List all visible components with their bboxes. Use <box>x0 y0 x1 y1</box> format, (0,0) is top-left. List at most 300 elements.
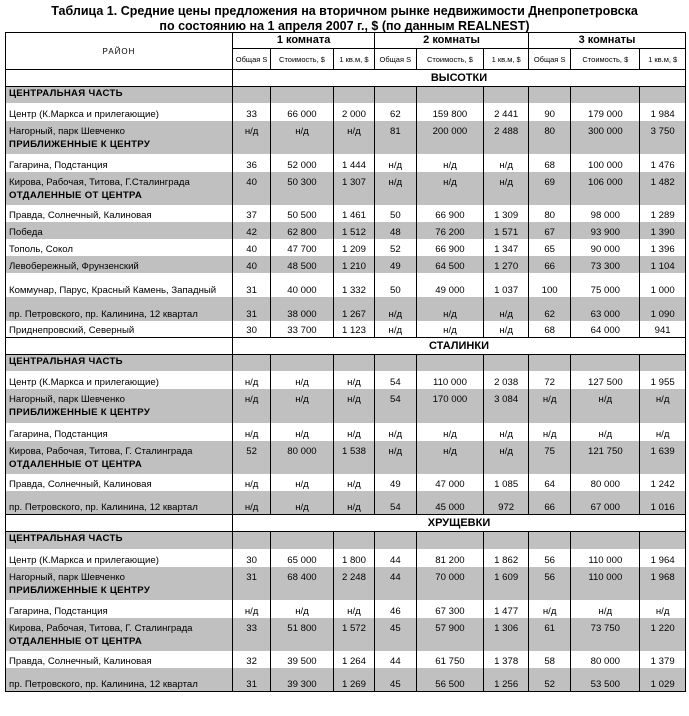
room3-area-cell: 67 <box>528 222 570 239</box>
room2-area-cell: 49 <box>375 474 416 491</box>
room2-price-cell: н/д <box>416 321 484 338</box>
room1-area-cell: н/д <box>233 474 271 491</box>
category-empty-cell <box>375 406 416 423</box>
category-empty-cell <box>571 138 640 154</box>
room1-price-cell: н/д <box>271 474 334 491</box>
district-cell: Кирова, Рабочая, Титова, Г. Сталинграда <box>6 441 233 458</box>
room2-price-per-sqm-cell: 1 085 <box>484 474 529 491</box>
room2-price-per-sqm-cell: 1 306 <box>484 618 529 635</box>
header-row-rooms <box>6 33 686 49</box>
category-empty-cell <box>484 406 529 423</box>
category-empty-cell <box>333 532 374 549</box>
room1-price-per-sqm-cell: н/д <box>333 491 374 515</box>
price-table <box>5 32 686 692</box>
category-empty-cell <box>271 189 334 205</box>
room3-price-per-sqm-cell: 1 029 <box>640 668 686 692</box>
room2-price-cell: н/д <box>416 423 484 441</box>
header-sub-price: Стоимость, $ <box>416 49 484 70</box>
category-empty-cell <box>416 355 484 371</box>
room1-area-cell: н/д <box>233 371 271 389</box>
table-row <box>6 222 686 239</box>
room3-price-per-sqm-cell: 1 104 <box>640 256 686 273</box>
category-empty-cell <box>233 635 271 651</box>
table-row <box>6 474 686 491</box>
category-empty-cell <box>416 532 484 549</box>
room1-area-cell: 31 <box>233 297 271 321</box>
room2-price-cell: 67 300 <box>416 600 484 618</box>
room1-price-per-sqm-cell: 1 269 <box>333 668 374 692</box>
category-empty-cell <box>333 87 374 103</box>
room1-area-cell: 31 <box>233 668 271 692</box>
room1-price-cell: 51 800 <box>271 618 334 635</box>
table-row <box>6 567 686 584</box>
room3-area-cell: н/д <box>528 389 570 406</box>
room3-area-cell: 52 <box>528 668 570 692</box>
category-label: ЦЕНТРАЛЬНАЯ ЧАСТЬ <box>6 355 233 371</box>
table-row <box>6 549 686 567</box>
district-cell: Центр (К.Маркса и прилегающие) <box>6 103 233 121</box>
category-label: ЦЕНТРАЛЬНАЯ ЧАСТЬ <box>6 532 233 549</box>
category-empty-cell <box>233 87 271 103</box>
category-empty-cell <box>375 584 416 600</box>
room1-price-cell: 39 500 <box>271 651 334 668</box>
room2-price-cell: 76 200 <box>416 222 484 239</box>
room3-area-cell: 58 <box>528 651 570 668</box>
room3-price-cell: 110 000 <box>571 567 640 584</box>
category-empty-cell <box>484 532 529 549</box>
category-empty-cell <box>640 458 686 474</box>
category-empty-cell <box>640 87 686 103</box>
category-empty-cell <box>416 406 484 423</box>
category-empty-cell <box>528 635 570 651</box>
category-row <box>6 189 686 205</box>
table-row <box>6 103 686 121</box>
room1-price-per-sqm-cell: 1 267 <box>333 297 374 321</box>
category-empty-cell <box>233 355 271 371</box>
room1-price-per-sqm-cell: н/д <box>333 371 374 389</box>
room1-price-per-sqm-cell: н/д <box>333 600 374 618</box>
category-empty-cell <box>271 406 334 423</box>
table-title <box>0 0 689 32</box>
district-cell: Левобережный, Фрунзенский <box>6 256 233 273</box>
room2-area-cell: 50 <box>375 205 416 222</box>
header-sub-area: Общая S <box>233 49 271 70</box>
room3-area-cell: н/д <box>528 600 570 618</box>
category-empty-cell <box>233 458 271 474</box>
room2-price-cell: н/д <box>416 441 484 458</box>
room2-price-per-sqm-cell: 2 441 <box>484 103 529 121</box>
room2-price-per-sqm-cell: 972 <box>484 491 529 515</box>
category-empty-cell <box>271 584 334 600</box>
room2-price-cell: н/д <box>416 172 484 189</box>
table-row <box>6 389 686 406</box>
category-empty-cell <box>233 189 271 205</box>
room1-price-cell: 62 800 <box>271 222 334 239</box>
room1-price-per-sqm-cell: 1 512 <box>333 222 374 239</box>
room1-area-cell: н/д <box>233 389 271 406</box>
section-title: ХРУЩЕВКИ <box>233 515 686 532</box>
room1-price-cell: 47 700 <box>271 239 334 256</box>
room3-price-cell: 64 000 <box>571 321 640 338</box>
room3-area-cell: 68 <box>528 154 570 172</box>
room1-area-cell: 33 <box>233 618 271 635</box>
room1-price-per-sqm-cell: н/д <box>333 423 374 441</box>
category-empty-cell <box>571 635 640 651</box>
room1-area-cell: 30 <box>233 549 271 567</box>
table-row <box>6 121 686 138</box>
room1-price-per-sqm-cell: 1 461 <box>333 205 374 222</box>
category-empty-cell <box>484 635 529 651</box>
section-row <box>6 70 686 87</box>
room1-price-per-sqm-cell: 1 538 <box>333 441 374 458</box>
category-empty-cell <box>271 87 334 103</box>
category-empty-cell <box>640 406 686 423</box>
room1-area-cell: 30 <box>233 321 271 338</box>
room1-area-cell: 40 <box>233 172 271 189</box>
category-empty-cell <box>528 87 570 103</box>
title-line-2: по состоянию на 1 апреля 2007 г., $ (по данным REALNEST) <box>159 19 530 33</box>
room2-price-cell: н/д <box>416 297 484 321</box>
category-empty-cell <box>484 87 529 103</box>
category-empty-cell <box>484 584 529 600</box>
room3-price-per-sqm-cell: 3 750 <box>640 121 686 138</box>
category-empty-cell <box>375 458 416 474</box>
table-row <box>6 423 686 441</box>
room2-price-cell: 61 750 <box>416 651 484 668</box>
room2-price-cell: 81 200 <box>416 549 484 567</box>
room1-area-cell: 42 <box>233 222 271 239</box>
room2-price-per-sqm-cell: 3 084 <box>484 389 529 406</box>
room2-area-cell: 81 <box>375 121 416 138</box>
room2-price-per-sqm-cell: 1 347 <box>484 239 529 256</box>
category-empty-cell <box>271 532 334 549</box>
room2-price-per-sqm-cell: 2 488 <box>484 121 529 138</box>
district-cell: Гагарина, Подстанция <box>6 154 233 172</box>
header-rayon: РАЙОН <box>6 33 233 70</box>
room3-price-cell: 100 000 <box>571 154 640 172</box>
category-empty-cell <box>571 87 640 103</box>
category-empty-cell <box>271 138 334 154</box>
room1-price-cell: н/д <box>271 423 334 441</box>
room1-price-per-sqm-cell: н/д <box>333 474 374 491</box>
room2-price-cell: 66 900 <box>416 205 484 222</box>
room3-price-per-sqm-cell: 1 476 <box>640 154 686 172</box>
room3-area-cell: 62 <box>528 297 570 321</box>
category-empty-cell <box>484 138 529 154</box>
category-empty-cell <box>571 584 640 600</box>
room3-price-per-sqm-cell: 1 390 <box>640 222 686 239</box>
room2-price-per-sqm-cell: н/д <box>484 154 529 172</box>
room2-price-per-sqm-cell: 1 256 <box>484 668 529 692</box>
room2-price-cell: 170 000 <box>416 389 484 406</box>
room3-price-per-sqm-cell: 1 016 <box>640 491 686 515</box>
category-empty-cell <box>528 584 570 600</box>
district-cell: Нагорный, парк Шевченко <box>6 567 233 584</box>
district-cell: Кирова, Рабочая, Титова, Г.Сталинграда <box>6 172 233 189</box>
district-cell: Центр (К.Маркса и прилегающие) <box>6 549 233 567</box>
room2-price-per-sqm-cell: н/д <box>484 172 529 189</box>
room3-price-per-sqm-cell: 1 964 <box>640 549 686 567</box>
room3-area-cell: 68 <box>528 321 570 338</box>
room1-price-cell: 68 400 <box>271 567 334 584</box>
room1-area-cell: 32 <box>233 651 271 668</box>
district-cell: Правда, Солнечный, Калиновая <box>6 205 233 222</box>
district-cell: Гагарина, Подстанция <box>6 423 233 441</box>
room1-price-per-sqm-cell: 1 209 <box>333 239 374 256</box>
category-empty-cell <box>484 355 529 371</box>
category-empty-cell <box>333 406 374 423</box>
room1-price-per-sqm-cell: 1 307 <box>333 172 374 189</box>
table-row <box>6 273 686 297</box>
district-cell: Гагарина, Подстанция <box>6 600 233 618</box>
room2-area-cell: 45 <box>375 668 416 692</box>
room1-area-cell: н/д <box>233 423 271 441</box>
category-empty-cell <box>375 635 416 651</box>
room3-price-per-sqm-cell: 1 289 <box>640 205 686 222</box>
district-cell: Тополь, Сокол <box>6 239 233 256</box>
category-empty-cell <box>416 635 484 651</box>
section-row <box>6 338 686 355</box>
room2-price-cell: 56 500 <box>416 668 484 692</box>
room2-area-cell: н/д <box>375 172 416 189</box>
room1-price-per-sqm-cell: 1 444 <box>333 154 374 172</box>
section-title: СТАЛИНКИ <box>233 338 686 355</box>
room3-price-cell: 80 000 <box>571 651 640 668</box>
room3-price-per-sqm-cell: 1 090 <box>640 297 686 321</box>
room3-price-cell: 73 300 <box>571 256 640 273</box>
room2-area-cell: 46 <box>375 600 416 618</box>
table-row <box>6 491 686 515</box>
room2-price-cell: 159 800 <box>416 103 484 121</box>
room1-price-cell: 48 500 <box>271 256 334 273</box>
room3-price-cell: 179 000 <box>571 103 640 121</box>
room2-price-cell: 66 900 <box>416 239 484 256</box>
room2-area-cell: н/д <box>375 297 416 321</box>
category-label: ОТДАЛЕННЫЕ ОТ ЦЕНТРА <box>6 635 233 651</box>
category-empty-cell <box>233 584 271 600</box>
room3-price-cell: 53 500 <box>571 668 640 692</box>
room3-price-per-sqm-cell: 1 000 <box>640 273 686 297</box>
room3-price-cell: 75 000 <box>571 273 640 297</box>
room2-area-cell: 44 <box>375 549 416 567</box>
room2-area-cell: 50 <box>375 273 416 297</box>
room3-price-per-sqm-cell: 1 955 <box>640 371 686 389</box>
category-label: ОТДАЛЕННЫЕ ОТ ЦЕНТРА <box>6 189 233 205</box>
room3-area-cell: 90 <box>528 103 570 121</box>
room3-price-per-sqm-cell: 1 984 <box>640 103 686 121</box>
room3-price-cell: н/д <box>571 600 640 618</box>
section-title: ВЫСОТКИ <box>233 70 686 87</box>
room2-price-per-sqm-cell: 1 571 <box>484 222 529 239</box>
category-empty-cell <box>528 532 570 549</box>
category-empty-cell <box>271 355 334 371</box>
room2-price-cell: 70 000 <box>416 567 484 584</box>
category-empty-cell <box>484 458 529 474</box>
category-row <box>6 87 686 103</box>
room1-price-cell: 40 000 <box>271 273 334 297</box>
room2-price-cell: 57 900 <box>416 618 484 635</box>
category-row <box>6 532 686 549</box>
table-row <box>6 154 686 172</box>
district-cell: Правда, Солнечный, Калиновая <box>6 474 233 491</box>
room3-price-per-sqm-cell: 1 242 <box>640 474 686 491</box>
room2-price-cell: 200 000 <box>416 121 484 138</box>
room1-price-per-sqm-cell: 2 248 <box>333 567 374 584</box>
room1-price-per-sqm-cell: 1 800 <box>333 549 374 567</box>
room2-price-per-sqm-cell: 1 862 <box>484 549 529 567</box>
category-empty-cell <box>571 189 640 205</box>
district-cell: Кирова, Рабочая, Титова, Г. Сталинграда <box>6 618 233 635</box>
room1-price-per-sqm-cell: 1 264 <box>333 651 374 668</box>
room2-price-per-sqm-cell: 1 309 <box>484 205 529 222</box>
room3-price-per-sqm-cell: 1 482 <box>640 172 686 189</box>
district-cell: Нагорный, парк Шевченко <box>6 121 233 138</box>
room3-price-cell: 67 000 <box>571 491 640 515</box>
district-cell: Нагорный, парк Шевченко <box>6 389 233 406</box>
category-empty-cell <box>233 138 271 154</box>
room3-area-cell: 64 <box>528 474 570 491</box>
room1-price-cell: н/д <box>271 121 334 138</box>
room1-price-per-sqm-cell: 2 000 <box>333 103 374 121</box>
category-empty-cell <box>416 458 484 474</box>
category-empty-cell <box>640 189 686 205</box>
room2-price-per-sqm-cell: 1 378 <box>484 651 529 668</box>
room3-area-cell: 100 <box>528 273 570 297</box>
category-empty-cell <box>333 584 374 600</box>
room3-price-cell: н/д <box>571 423 640 441</box>
room1-area-cell: 31 <box>233 567 271 584</box>
category-empty-cell <box>375 355 416 371</box>
room3-area-cell: 72 <box>528 371 570 389</box>
room1-price-per-sqm-cell: н/д <box>333 389 374 406</box>
room3-area-cell: 80 <box>528 121 570 138</box>
room3-price-cell: 73 750 <box>571 618 640 635</box>
room3-area-cell: 80 <box>528 205 570 222</box>
category-row <box>6 138 686 154</box>
room1-price-cell: н/д <box>271 491 334 515</box>
room1-area-cell: 52 <box>233 441 271 458</box>
header-sub-sqm: 1 кв.м, $ <box>640 49 686 70</box>
category-empty-cell <box>640 355 686 371</box>
district-cell: Победа <box>6 222 233 239</box>
category-empty-cell <box>271 635 334 651</box>
room1-area-cell: 36 <box>233 154 271 172</box>
category-empty-cell <box>416 584 484 600</box>
room3-price-per-sqm-cell: н/д <box>640 423 686 441</box>
category-empty-cell <box>640 532 686 549</box>
room2-price-per-sqm-cell: н/д <box>484 321 529 338</box>
category-empty-cell <box>375 138 416 154</box>
room3-price-per-sqm-cell: 941 <box>640 321 686 338</box>
room3-area-cell: 65 <box>528 239 570 256</box>
category-empty-cell <box>416 189 484 205</box>
room3-price-cell: 106 000 <box>571 172 640 189</box>
category-empty-cell <box>333 458 374 474</box>
category-label: ОТДАЛЕННЫЕ ОТ ЦЕНТРА <box>6 458 233 474</box>
room2-area-cell: 52 <box>375 239 416 256</box>
room2-price-per-sqm-cell: н/д <box>484 297 529 321</box>
room2-price-cell: н/д <box>416 154 484 172</box>
header-sub-price: Стоимость, $ <box>571 49 640 70</box>
room2-price-per-sqm-cell: 1 609 <box>484 567 529 584</box>
room3-price-cell: 110 000 <box>571 549 640 567</box>
category-empty-cell <box>528 406 570 423</box>
category-row <box>6 584 686 600</box>
room2-area-cell: н/д <box>375 423 416 441</box>
room3-price-cell: 300 000 <box>571 121 640 138</box>
room2-area-cell: 49 <box>375 256 416 273</box>
room3-area-cell: 61 <box>528 618 570 635</box>
district-cell: пр. Петровского, пр. Калинина, 12 квартал <box>6 491 233 515</box>
table-row <box>6 256 686 273</box>
section-spacer <box>6 70 233 87</box>
district-cell: Правда, Солнечный, Калиновая <box>6 651 233 668</box>
category-empty-cell <box>640 138 686 154</box>
room2-price-per-sqm-cell: 2 038 <box>484 371 529 389</box>
room2-price-per-sqm-cell: 1 270 <box>484 256 529 273</box>
room3-price-per-sqm-cell: 1 379 <box>640 651 686 668</box>
district-cell: Приднепровский, Северный <box>6 321 233 338</box>
table-row <box>6 205 686 222</box>
room1-price-cell: 50 500 <box>271 205 334 222</box>
room2-area-cell: 45 <box>375 618 416 635</box>
category-row <box>6 355 686 371</box>
category-empty-cell <box>571 458 640 474</box>
room3-price-cell: 90 000 <box>571 239 640 256</box>
room3-price-cell: 93 900 <box>571 222 640 239</box>
title-line-1: Таблица 1. Средние цены предложения на вторичном рынке недвижимости Днепропетровска <box>51 4 638 18</box>
category-empty-cell <box>333 189 374 205</box>
room1-price-cell: 33 700 <box>271 321 334 338</box>
room3-price-cell: 63 000 <box>571 297 640 321</box>
room1-price-cell: 66 000 <box>271 103 334 121</box>
room1-area-cell: н/д <box>233 121 271 138</box>
room3-price-cell: 127 500 <box>571 371 640 389</box>
room1-area-cell: н/д <box>233 491 271 515</box>
room3-price-per-sqm-cell: 1 220 <box>640 618 686 635</box>
district-cell: пр. Петровского, пр. Калинина, 12 квартал <box>6 297 233 321</box>
room1-price-cell: 39 300 <box>271 668 334 692</box>
category-empty-cell <box>528 189 570 205</box>
category-empty-cell <box>571 406 640 423</box>
room2-area-cell: 44 <box>375 567 416 584</box>
table-row <box>6 618 686 635</box>
room2-area-cell: н/д <box>375 441 416 458</box>
room1-area-cell: 31 <box>233 273 271 297</box>
room1-price-per-sqm-cell: 1 572 <box>333 618 374 635</box>
category-empty-cell <box>416 138 484 154</box>
category-empty-cell <box>416 87 484 103</box>
category-empty-cell <box>233 532 271 549</box>
room1-price-cell: н/д <box>271 389 334 406</box>
room1-area-cell: 40 <box>233 256 271 273</box>
category-empty-cell <box>375 87 416 103</box>
room1-area-cell: н/д <box>233 600 271 618</box>
category-empty-cell <box>484 189 529 205</box>
table-row <box>6 297 686 321</box>
district-cell: пр. Петровского, пр. Калинина, 12 квартал <box>6 668 233 692</box>
room1-price-cell: 65 000 <box>271 549 334 567</box>
room2-area-cell: 54 <box>375 389 416 406</box>
room1-price-per-sqm-cell: 1 210 <box>333 256 374 273</box>
room3-area-cell: 56 <box>528 567 570 584</box>
room3-price-cell: н/д <box>571 389 640 406</box>
room2-price-cell: 49 000 <box>416 273 484 297</box>
header-room-3: 3 комнаты <box>528 33 685 49</box>
table-body <box>6 33 686 692</box>
category-empty-cell <box>333 635 374 651</box>
room2-price-per-sqm-cell: н/д <box>484 441 529 458</box>
